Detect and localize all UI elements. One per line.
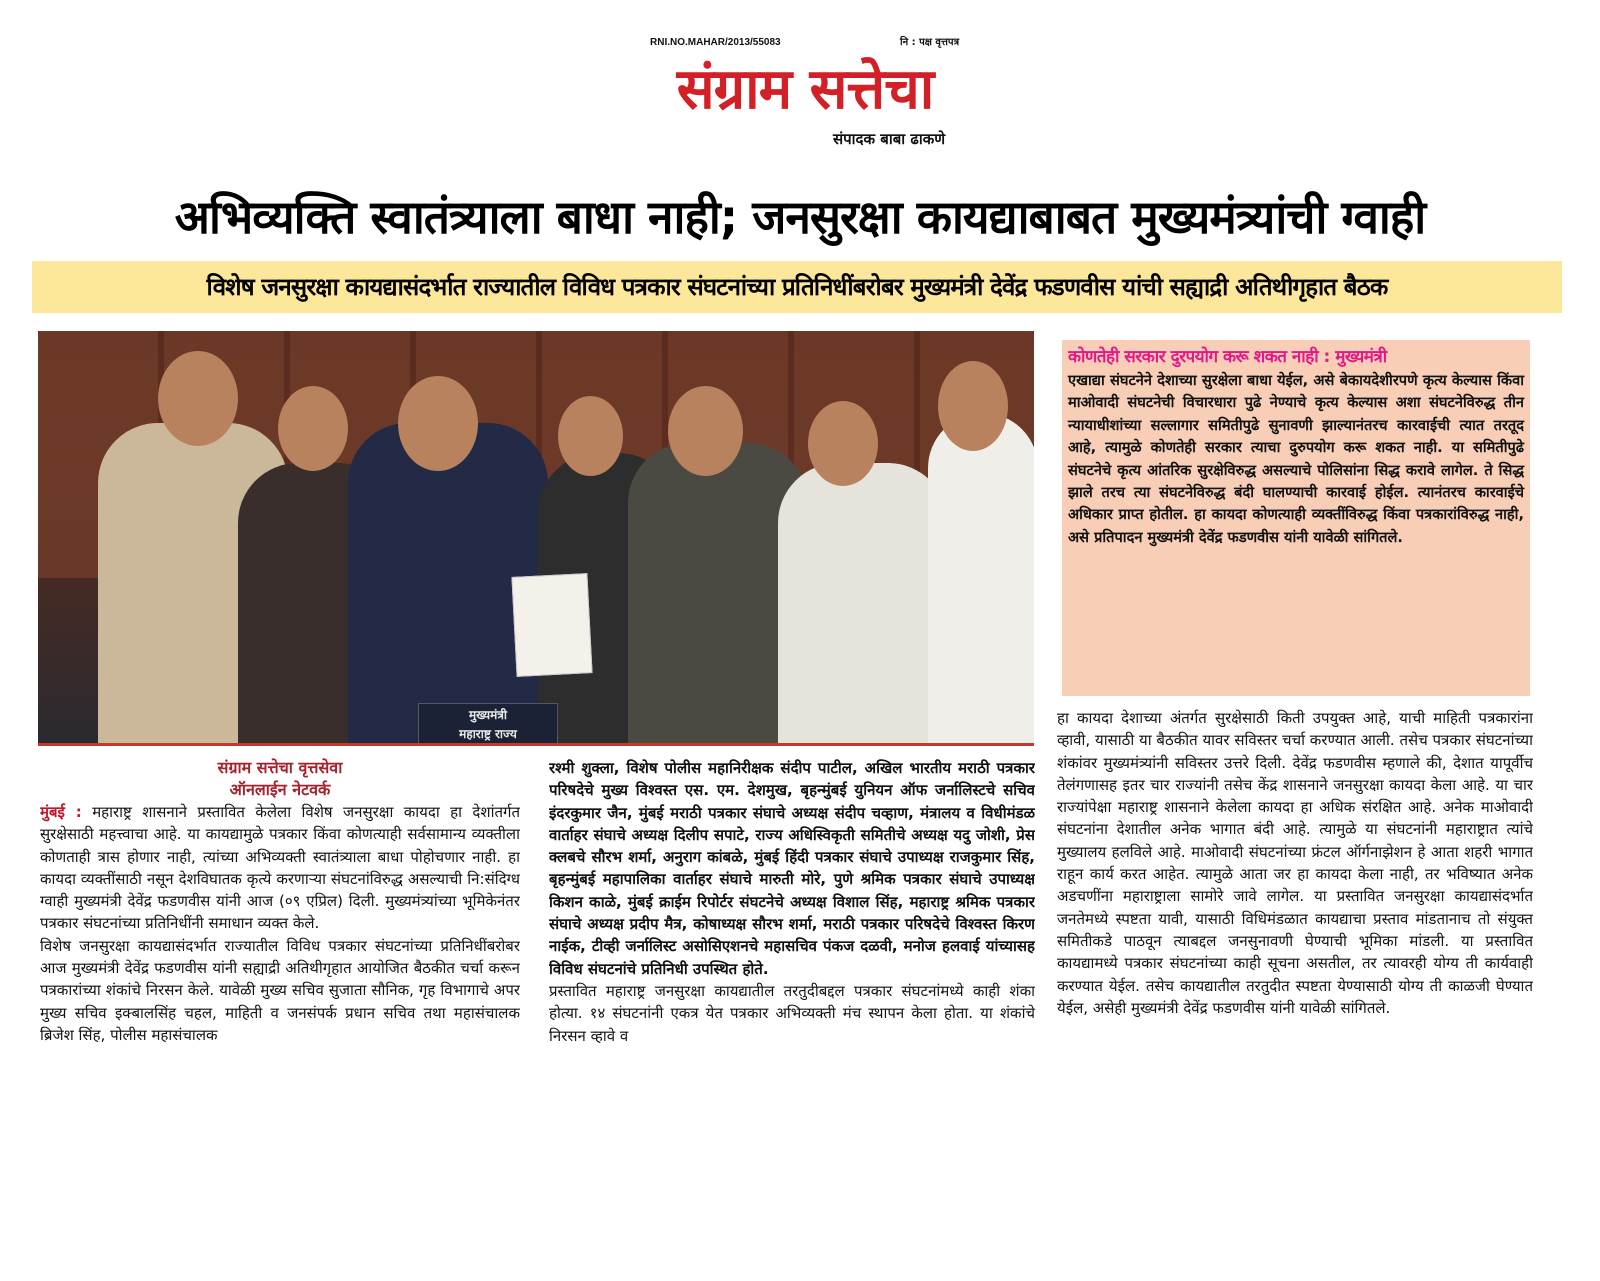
photo-person-head: [158, 351, 238, 446]
newspaper-logo: संग्राम सत्तेचा: [676, 56, 934, 122]
article-paragraph: विशेष जनसुरक्षा कायद्यासंदर्भात राज्यातील विविध पत्रकार संघटनांच्या प्रतिनिधींबरोबर आज मुख्यमंत्री देवेंद्र फडणवीस यांनी सह्याद्री अतिथीगृहात आयोजित बैठकीत चर्चा करून पत्रकारांच्या शंकांचे निरसन केले. यावेळी मुख्य सचिव सुजाता सौनिक, गृह विभागाचे अपर मुख्य सचिव इक्बालसिंह चहल, माहिती व जनसंपर्क प्रधान सचिव तथा महासंचालक ब्रिजेश सिंह, पोलीस महासंचालक: [40, 936, 520, 1044]
byline-network: ऑनलाईन नेटवर्क: [229, 780, 331, 799]
article-paragraph: रश्मी शुक्ला, विशेष पोलीस महानिरीक्षक संदीप पाटील, अखिल भारतीय मराठी पत्रकार परिषदेचे मुख्य विश्वस्त एस. एम. देशमुख, बृहन्मुंबई युनियन ऑफ जर्नालिस्टचे सचिव इंदरकुमार जैन, मुंबई मराठी पत्रकार संघाचे अध्यक्ष संदीप चव्हाण, मंत्रालय व विधीमंडळ वार्ताहर संघाचे अध्यक्ष दिलीप सपाटे, राज्य अधिस्विकृती समितीचे अध्यक्ष यदु जोशी, प्रेस क्लबचे सौरभ शर्मा, अनुराग कांबळे, मुंबई हिंदी पत्रकार संघाचे उपाध्यक्ष राजकुमार सिंह, बृहन्मुंबई महापालिका वार्ताहर संघाचे मारुती मोरे, पुणे श्रमिक पत्रकार संघाचे उपाध्यक्ष किशन काळे, मुंबई क्राईम रिपोर्टर संघटनेचे अध्यक्ष विशाल सिंह, महाराष्ट्र श्रमिक पत्रकार संघाचे अध्यक्ष प्रदीप मैत्र, कोषाध्यक्ष सौरभ शर्मा, मराठी पत्रकार परिषदेचे विश्वस्त किरण नाईक, टीव्ही जर्नालिस्ट असोसिएशनचे महासचिव पंकज दळवी, मनोज हलवाई यांच्यासह विविध संघटनांचे प्रतिनिधी उपस्थित होते.: [549, 759, 1035, 978]
edition-type: नि : पक्ष वृत्तपत्र: [900, 37, 960, 48]
photo-person: [928, 413, 1034, 743]
photo-person: [778, 463, 948, 743]
byline-agency: संग्राम सत्तेचा वृत्तसेवा: [217, 758, 343, 777]
editor-credit: संपादक बाबा ढाकणे: [833, 130, 946, 148]
dateline: मुंबई :: [40, 803, 82, 821]
photo-person-head: [398, 376, 478, 471]
registration-number: RNI.NO.MAHAR/2013/55083: [650, 37, 781, 48]
memorandum-document: [511, 573, 592, 677]
nameplate: [418, 703, 558, 745]
photo-person-head: [558, 396, 623, 476]
photo-person-head: [938, 361, 1008, 451]
sidebar-body: एखाद्या संघटनेने देशाच्या सुरक्षेला बाधा येईल, असे बेकायदेशीरपणे कृत्य केल्यास किंवा माओवादी संघटनेची विचारधारा पुढे नेण्याचे कृत्य केल्यास अशा संघटनेविरुद्ध तीन न्यायाधीशांच्या सल्लागार समितीपुढे सुनावणी झाल्यानंतरच कारवाईची त्यात तरतूद आहे, त्यामुळे कोणतेही सरकार त्याचा दुरुपयोग करू शकत नाही. या समितीपुढे संघटनेचे कृत्य आंतरिक सुरक्षेविरुद्ध असल्याचे पोलिसांना सिद्ध करावे लागेल. ते सिद्ध झाले तरच त्या संघटनेविरुद्ध बंदी घालण्याची कारवाई होईल. त्यानंतरच कारवाईचे अधिकार प्राप्त होतील. हा कायदा कोणत्याही व्यक्तींविरुद्ध किंवा पत्रकारांविरुद्ध नाही, असे प्रतिपादन मुख्यमंत्री देवेंद्र फडणवीस यांनी यावेळी सांगितले.: [1068, 372, 1524, 546]
sidebar-box: [1062, 340, 1530, 696]
nameplate-line2: महाराष्ट्र राज्य: [459, 727, 517, 741]
nameplate-line1: मुख्यमंत्री: [468, 708, 508, 722]
page-headline: अभिव्यक्ति स्वातंत्र्याला बाधा नाही; जनसुरक्षा कायद्याबाबत मुख्यमंत्र्यांची ग्वाही: [174, 190, 1426, 244]
article-column-3: [1057, 707, 1533, 1237]
article-column-2: [549, 757, 1035, 1237]
subheadline: विशेष जनसुरक्षा कायद्यासंदर्भात राज्यातील विविध पत्रकार संघटनांच्या प्रतिनिधींबरोबर मुख्यमंत्री देवेंद्र फडणवीस यांची सह्याद्री अतिथीगृहात बैठक: [206, 273, 1388, 301]
article-paragraph: प्रस्तावित महाराष्ट्र जनसुरक्षा कायद्यातील तरतुदीबद्दल पत्रकार संघटनांमध्ये काही शंका होत्या. १४ संघटनांनी एकत्र येत पत्रकार अभिव्यक्ती मंच स्थापन केला होता. या शंकांचे निरसन व्हावे व: [549, 981, 1035, 1045]
article-paragraph: हा कायदा देशाच्या अंतर्गत सुरक्षेसाठी किती उपयुक्त आहे, याची माहिती पत्रकारांना व्हावी, यासाठी या बैठकीत यावर सविस्तर चर्चा करण्यात आली. तसेच पत्रकार संघटनांच्या शंकांवर मुख्यमंत्र्यांनी सविस्तर उत्तरे दिली. देवेंद्र फडणवीस म्हणाले की, देशात यापूर्वीच तेलंगणासह इतर चार राज्यांनी तसेच केंद्र शासनाने जनसुरक्षा कायदा केला आहे. या चार राज्यांपेक्षा महाराष्ट्र शासनाने केलेला कायदा हा अधिक संरक्षित आहे. अनेक माओवादी संघटनांना देशातील अनेक भागात बंदी आहे. त्यामुळे या संघटनांनी महाराष्ट्रात त्यांचे मुख्यालय हलविले आहे. माओवादी संघटनांच्या फ्रंटल ऑर्गनाझेशन हे आता शहरी भागात राहून कार्य करत आहेत. त्यामुळे आता जर हा कायदा केला नाही, तर भविष्यात अनेक अडचणींना महाराष्ट्राला सामोरे जावे लागेल. या प्रस्तावित जनसुरक्षा कायद्यासंदर्भात जनतेमध्ये स्पष्टता यावी, यासाठी विधिमंडळात कायद्याचा प्रस्ताव मांडतानाच तो संयुक्त समितीकडे पाठवून त्याबद्दल जनसुनावणी घेण्याची भूमिका मांडली. या प्रस्तावित कायद्यामध्ये पत्रकार संघटनांच्या काही सूचना असतील, तर त्यावरही योग्य ती कार्यवाही करण्यात येईल. तसेच कायद्यातील तरतुदीत स्पष्टता येण्यासाठी योग्य ती काळजी घेण्यात येईल, असेही मुख्यमंत्री देवेंद्र फडणवीस यांनी यावेळी सांगितले.: [1057, 709, 1533, 1017]
article-column-1: [40, 757, 520, 1237]
photo-person-head: [668, 386, 743, 476]
article-paragraph: [40, 801, 520, 935]
sidebar-title: कोणतेही सरकार दुरपयोग करू शकत नाही : मुख्यमंत्री: [1068, 347, 1387, 367]
news-photo: [38, 331, 1034, 746]
photo-person-head: [808, 401, 878, 486]
masthead: [0, 0, 1600, 160]
article-paragraph-text: महाराष्ट्र शासनाने प्रस्तावित केलेला विशेष जनसुरक्षा कायदा हा देशांतर्गत सुरक्षेसाठी महत्त्वाचा आहे. या कायद्यामुळे पत्रकार किंवा कोणत्याही सर्वसामान्य व्यक्तीला कोणताही त्रास होणार नाही, त्यांच्या अभिव्यक्ती स्वातंत्र्याला बाधा पोहोचणार नाही. हा कायदा व्यक्तींसाठी नसून देशविघातक कृत्ये करणाऱ्या संघटनांविरुद्ध असल्याची नि:संदिग्ध ग्वाही मुख्यमंत्री देवेंद्र फडणवीस यांनी आज (०९ एप्रिल) दिली. मुख्यमंत्र्यांच्या भूमिकेनंतर पत्रकार संघटनांच्या प्रतिनिधींनी समाधान व्यक्त केले.: [40, 803, 520, 933]
photo-person-head: [278, 386, 348, 471]
